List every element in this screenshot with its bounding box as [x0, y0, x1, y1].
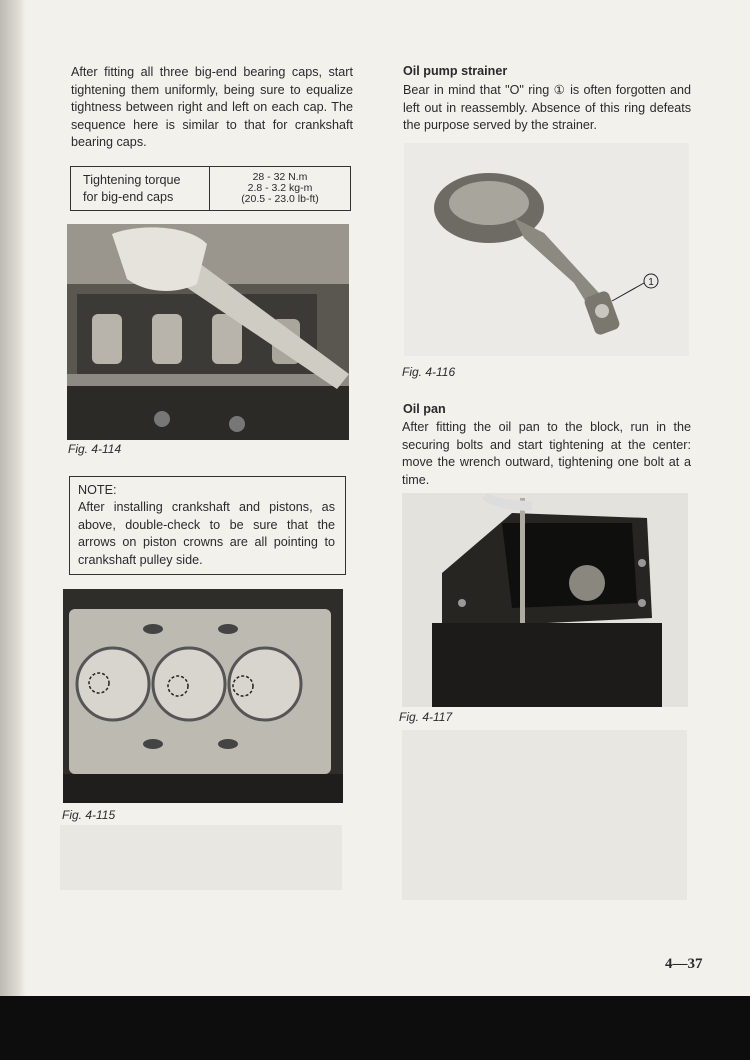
torque-value-kgm: 2.8 - 3.2 kg-m — [247, 182, 313, 194]
oil-pump-strainer-heading: Oil pump strainer — [403, 64, 508, 78]
note-title: NOTE: — [78, 483, 117, 497]
torque-label-line-1: Tightening torque — [83, 172, 181, 187]
torque-spec-table — [70, 166, 351, 211]
big-end-intro-paragraph: After fitting all three big-end bearing caps, start tightening them uniformly, being sure to equalize tightness between right and left on each cap. The sequence here is similar to that for crankshaft bearing caps. — [71, 65, 353, 150]
fig-4-116-caption: Fig. 4-116 — [402, 365, 456, 379]
torque-value-nm: 28 - 32 N.m — [252, 171, 308, 183]
fig-4-114-caption: Fig. 4-114 — [68, 442, 122, 456]
page-binding-shadow — [0, 0, 26, 1000]
fig-4-117-photo — [402, 493, 688, 707]
oil-pump-strainer-text: Bear in mind that "O" ring ① is often forgotten and left out in reassembly. Absence of this ring defeats the purpose served by the strainer. — [403, 83, 691, 133]
torque-label-cell — [71, 167, 210, 211]
torque-value-lbft: (20.5 - 23.0 lb-ft) — [241, 193, 319, 205]
torque-value-cell — [210, 167, 351, 211]
show-through-area-left — [60, 825, 342, 890]
fig-4-115-caption: Fig. 4-115 — [62, 808, 116, 822]
callout-1-label: 1 — [648, 277, 654, 288]
oil-pan-heading: Oil pan — [403, 402, 446, 416]
fig-4-117-caption: Fig. 4-117 — [399, 710, 453, 724]
show-through-area — [402, 730, 687, 900]
fig-4-114-photo — [67, 224, 349, 440]
fig-4-115-photo — [63, 589, 343, 803]
oil-pan-text: After fitting the oil pan to the block, run in the securing bolts and start tightening at the center: move the wrench outward, tightening one bolt at a time. — [402, 420, 691, 487]
torque-label-line-2: for big-end caps — [83, 189, 174, 204]
page-number: 4—37 — [665, 956, 703, 972]
fig-4-116-photo — [404, 143, 689, 356]
bottom-background — [0, 996, 750, 1060]
note-box — [69, 476, 346, 575]
note-text: After installing crankshaft and pistons, as above, double-check to be sure that the arrows on piston crowns are all pointing to crankshaft pulley side. — [78, 500, 335, 567]
